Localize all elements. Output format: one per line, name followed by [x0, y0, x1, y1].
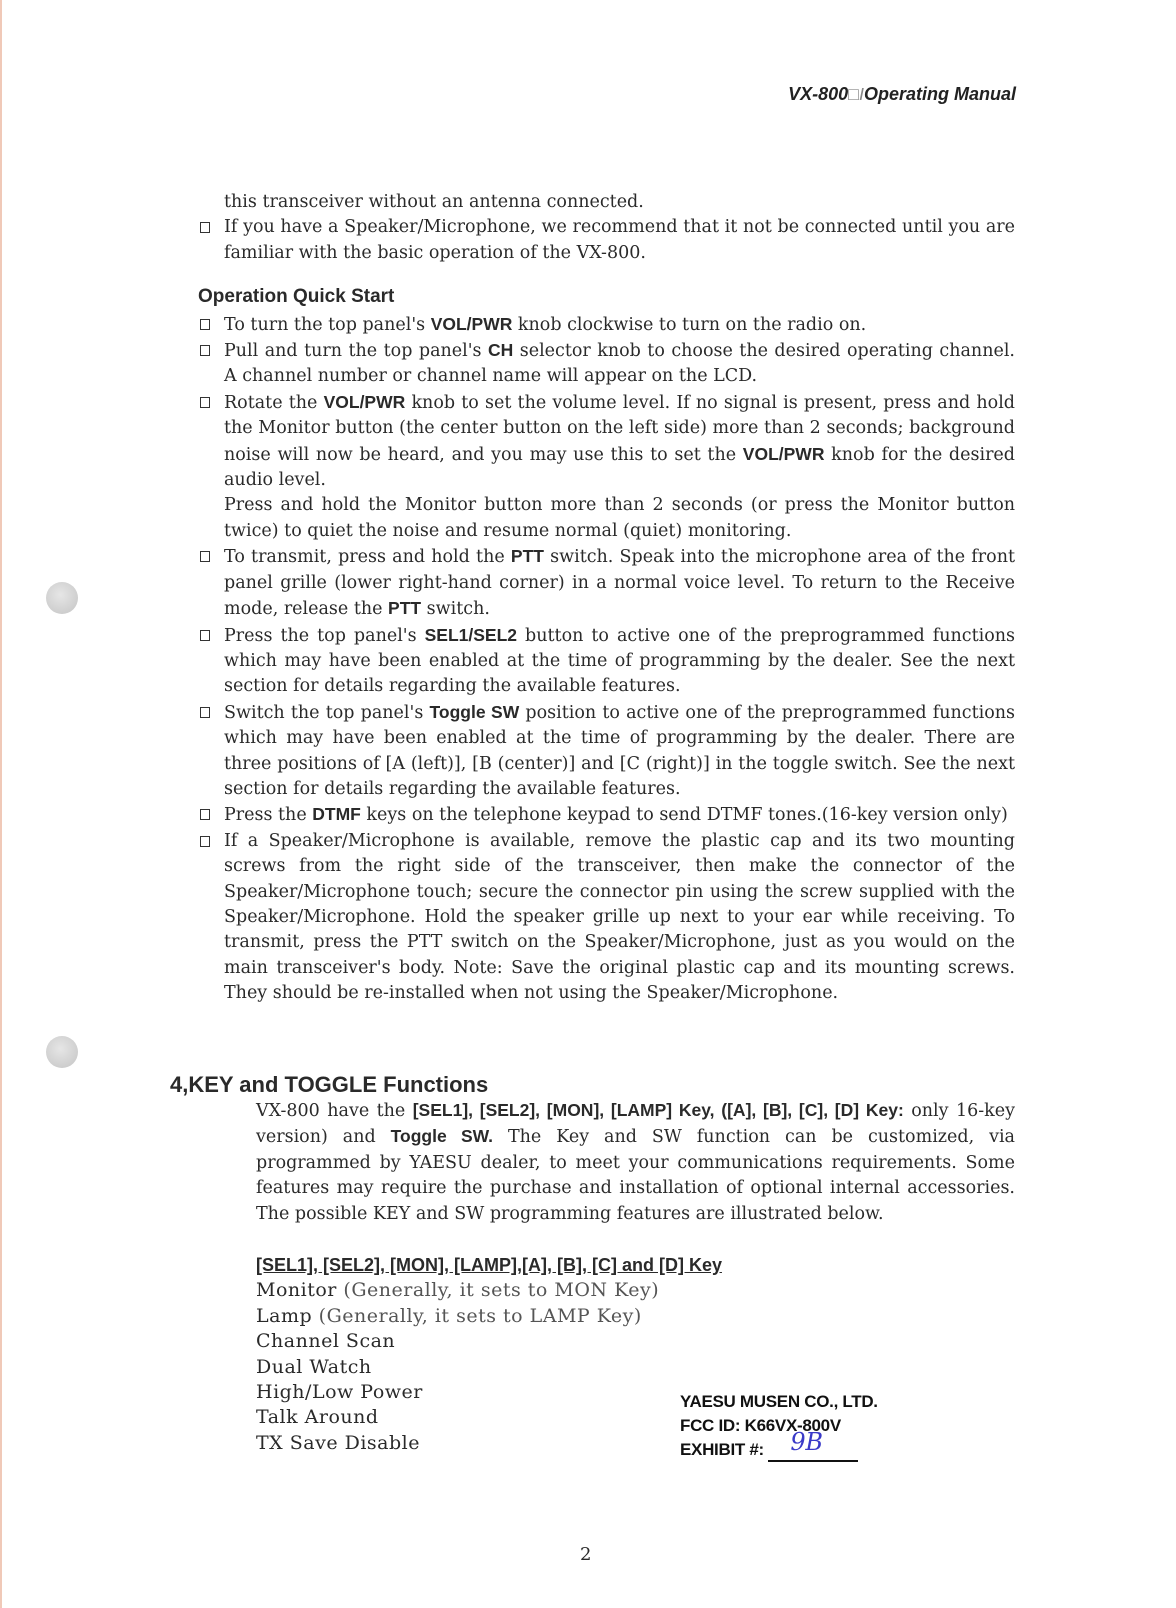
- exhibit-blank: [768, 1428, 858, 1462]
- checkbox-icon: [200, 836, 210, 847]
- page-number: 2: [580, 1544, 592, 1565]
- punch-hole: [46, 582, 78, 614]
- intro-line: this transceiver without an antenna connected.: [224, 192, 644, 212]
- key-list-heading: [SEL1], [SEL2], [MON], [LAMP],[A], [B], [C] and [D] Key: [256, 1255, 722, 1276]
- checkbox-icon: [200, 809, 210, 820]
- bullet-item: Pull and turn the top panel's CH selector knob to choose the desired operating channel. A channel number or channel name will appear on the LCD.: [198, 338, 1015, 390]
- bullet-item: Switch the top panel's Toggle SW position to active one of the preprogrammed functions which may have been enabled at the time of programming by the dealer. There are three positions of [A (left)], [B (center)] and [C (right)] in the toggle switch. See the next section for details regarding the available features.: [198, 700, 1015, 803]
- main-text: [198, 190, 1015, 1007]
- fcc-exhibit-stamp: [680, 1390, 878, 1462]
- punch-hole: [46, 1036, 78, 1068]
- bullet-item: Press the top panel's SEL1/SEL2 button to active one of the preprogrammed functions which may have been enabled at the time of programming by the dealer. See the next section for details regarding the available features.: [198, 623, 1015, 700]
- exhibit-line: EXHIBIT #: 9B: [680, 1438, 878, 1462]
- scan-edge: [0, 0, 2, 1608]
- bullet-item: To transmit, press and hold the PTT switch. Speak into the microphone area of the front panel grille (lower right-hand corner) in a normal voice level. To return to the Receive mode, release the PTT switch.: [198, 544, 1015, 622]
- list-item: Talk Around: [256, 1406, 379, 1429]
- bullet-item: If a Speaker/Microphone is available, remove the plastic cap and its two mounting screws from the right side of the transceiver, then make the connector of the Speaker/Microphone touch; secure the connector pin using the screw supplied with the Speaker/Microphone. Hold the speaker grille up next to your ear while receiving. To transmit, press the PTT switch on the Speaker/Microphone, just as you would on the main transceiver's body. Note: Save the original plastic cap and its mounting screws. They should be re-installed when not using the Speaker/Microphone.: [198, 829, 1015, 1007]
- checkbox-icon: [200, 397, 210, 408]
- handwritten-exhibit-number: 9B: [790, 1428, 823, 1456]
- list-item: Dual Watch: [256, 1355, 372, 1378]
- checkbox-icon: [200, 222, 210, 233]
- bullet-continuation: Press and hold the Monitor button more than 2 seconds (or press the Monitor button twice) to quiet the noise and resume normal (quiet) monitoring.: [224, 495, 1015, 541]
- fcc-id: FCC ID: K66VX-800V: [680, 1416, 841, 1435]
- checkbox-icon: [200, 319, 210, 330]
- checkbox-icon: [200, 707, 210, 718]
- bullet-item: To turn the top panel's VOL/PWR knob clockwise to turn on the radio on.: [198, 312, 1015, 338]
- list-item: Channel Scan: [256, 1330, 396, 1353]
- running-header: VX-800□ΙOperating Manual: [788, 84, 1016, 104]
- feature-list: [256, 1278, 1015, 1456]
- section-4-body: [256, 1098, 1015, 1456]
- list-item: TX Save Disable: [256, 1431, 420, 1454]
- section-4-paragraph: VX-800 have the [SEL1], [SEL2], [MON], [LAMP] Key, ([A], [B], [C], [D] Key: only 16-key version) and Toggle SW. The Key and SW function can be customized, via programmed by YAESU dealer, to meet your communications requirements. Some features may require the purchase and installation of optional internal accessories. The possible KEY and SW programming features are illustrated below.: [256, 1100, 1015, 1224]
- list-item: Lamp (Generally, it sets to LAMP Key): [256, 1304, 642, 1327]
- bullet-item: Press the DTMF keys on the telephone keypad to send DTMF tones.(16-key version only): [198, 802, 1015, 828]
- list-item: High/Low Power: [256, 1381, 423, 1404]
- checkbox-icon: [200, 551, 210, 562]
- company-name: YAESU MUSEN CO., LTD.: [680, 1392, 878, 1411]
- section-title: 4,KEY and TOGGLE Functions: [170, 1072, 489, 1097]
- list-item: Monitor (Generally, it sets to MON Key): [256, 1279, 660, 1302]
- checkbox-icon: [200, 345, 210, 356]
- checkbox-icon: [200, 630, 210, 641]
- bullet-item: Rotate the VOL/PWR knob to set the volume level. If no signal is present, press and hold the Monitor button (the center button on the left side) more than 2 seconds; background noise will now be heard, and you may use this to set the VOL/PWR knob for the desired audio level.: [198, 390, 1015, 494]
- bullet-item: If you have a Speaker/Microphone, we recommend that it not be connected until you are familiar with the basic operation of the VX-800.: [198, 215, 1015, 266]
- section-title: Operation Quick Start: [198, 286, 395, 308]
